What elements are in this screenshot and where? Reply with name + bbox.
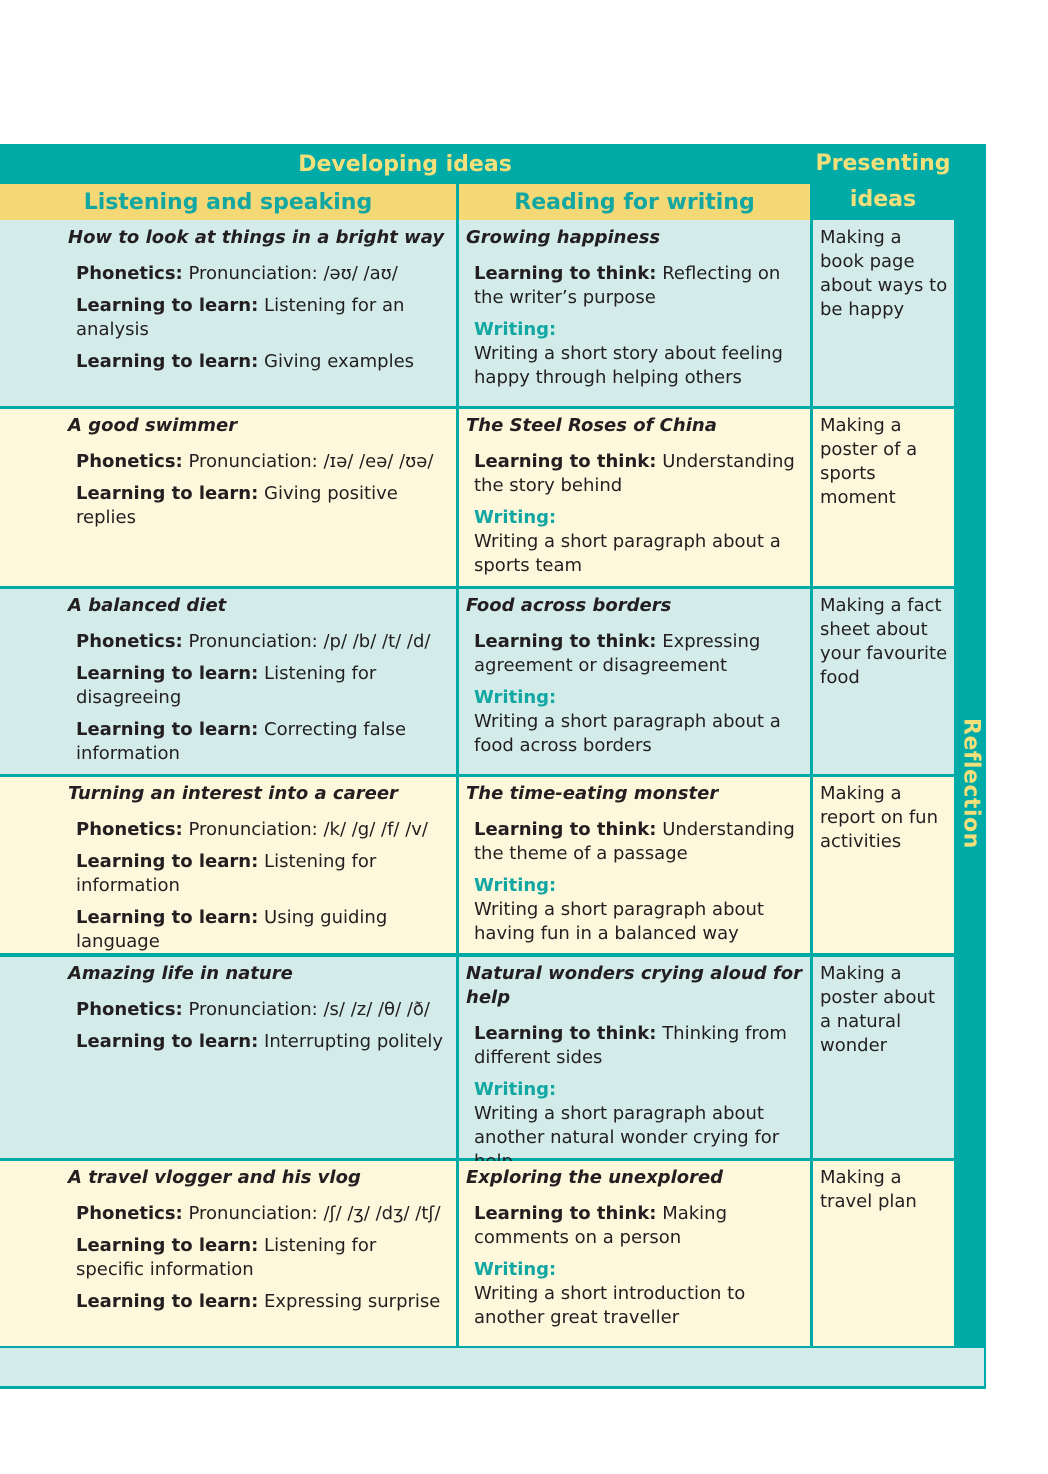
learning-to-think: Learning to think: Making comments on a person [474,1203,728,1248]
unit-1-reading-cell [459,220,810,406]
listening-item: Learning to learn: Listening for specific information [76,1235,377,1280]
unit-2-reading-cell [459,409,810,586]
learning-to-think: Learning to think: Expressing agreement or disagreement [474,631,761,676]
listening-item: Phonetics: Pronunciation: /k/ /g/ /f/ /v/ [76,819,428,840]
writing-label: Writing: [474,1079,557,1100]
listening-item: Learning to learn: Correcting false information [76,719,407,764]
listening-item: Phonetics: Pronunciation: /s/ /z/ /θ/ /ð/ [76,999,430,1020]
writing-text: Writing a short paragraph about a food across borders [474,711,781,756]
unit-2-listening-cell [0,409,456,586]
unit-3-presenting-cell [813,589,954,774]
writing-text: Writing a short paragraph about another natural wonder crying for [474,1103,780,1148]
presenting-text: Making a poster of a sports moment [820,415,918,508]
reflection-label: Reflection [958,717,984,849]
listening-speaking-header: Listening and speaking [0,184,456,220]
reading-title: Growing happiness [466,227,661,248]
listening-item: Phonetics: Pronunciation: /p/ /b/ /t/ /d/ [76,631,431,652]
unit-6-listening-cell [0,1161,456,1346]
unit-4-listening-cell [0,777,456,953]
listening-item: Learning to learn: Giving positive replies [76,483,398,528]
presenting-ideas-header: Presenting ideas [815,151,951,212]
unit-3-reading-cell [459,589,810,774]
unit-5-presenting-cell [813,957,954,1158]
unit-2-presenting-cell [813,409,954,586]
presenting-text: Making a fact sheet about your favourite food [820,595,948,688]
presenting-text: Making a poster about a natural wonder [820,963,936,1056]
listening-item: Phonetics: Pronunciation: /əʊ/ /aʊ/ [76,263,398,284]
unit-4-reading-cell [459,777,810,953]
listening-item: Learning to learn: Listening for information [76,851,377,896]
learning-to-think: Learning to think: Understanding the theme of a passage [474,819,795,864]
unit-3-listening-cell [0,589,456,774]
presenting-text: Making a report on fun activities [820,783,938,852]
writing-label: Writing: [474,1259,557,1280]
reading-title: Exploring the unexplored [466,1167,724,1188]
reading-title: Natural wonders crying aloud for help [466,963,802,1008]
unit-5-reading-cell [459,957,810,1158]
reading-title: The time-eating monster [466,783,719,804]
listening-item: Learning to learn: Interrupting politely [76,1031,444,1052]
reading-title: Food across borders [466,595,672,616]
listening-title: Turning an interest into a career [68,783,398,804]
listening-item: Learning to learn: Listening for an analysis [76,295,405,340]
reading-writing-header: Reading for writing [459,184,810,220]
unit-6-reading-cell [459,1161,810,1346]
listening-item: Learning to learn: Using guiding language [76,907,388,952]
listening-item: Learning to learn: Giving examples [76,351,415,372]
listening-item: Learning to learn: Expressing surprise [76,1291,441,1312]
listening-item: Learning to learn: Listening for disagreeing [76,663,377,708]
listening-title: How to look at things in a bright way [68,227,445,248]
unit-5-listening-cell [0,957,456,1158]
listening-item: Phonetics: Pronunciation: /ɪə/ /eə/ /ʊə/ [76,451,434,472]
developing-ideas-header: Developing ideas [298,151,512,177]
listening-title: A balanced diet [68,595,227,616]
presenting-text: Making a book page about ways to be happy [820,227,948,320]
learning-to-think: Learning to think: Understanding the story behind [474,451,795,496]
reflection-column [956,220,986,1346]
writing-label: Writing: [474,875,557,896]
writing-text: Writing a short introduction to another great traveller [474,1283,746,1328]
presenting-text: Making a travel plan [820,1167,917,1212]
unit-6-presenting-cell [813,1161,954,1346]
listening-title: Amazing life in nature [68,963,293,984]
listening-item: Phonetics: Pronunciation: /ʃ/ /ʒ/ /dʒ/ /tʃ/ [76,1203,441,1224]
writing-text: Writing a short paragraph about having fun in a balanced way [474,899,764,944]
unit-1-presenting-cell [813,220,954,406]
table-footer-band [0,1348,984,1386]
unit-1-listening-cell [0,220,456,406]
writing-text: Writing a short paragraph about a sports team [474,531,781,576]
listening-title: A travel vlogger and his vlog [68,1167,361,1188]
learning-to-think: Learning to think: Thinking from different sides [474,1023,787,1068]
learning-to-think: Learning to think: Reflecting on the writer’s purpose [474,263,781,308]
reading-title: The Steel Roses of China [466,415,717,436]
listening-title: A good swimmer [68,415,238,436]
writing-text: Writing a short story about feeling happy through helping others [474,343,783,388]
writing-label: Writing: [474,687,557,708]
writing-label: Writing: [474,507,557,528]
writing-label: Writing: [474,319,557,340]
unit-4-presenting-cell [813,777,954,953]
